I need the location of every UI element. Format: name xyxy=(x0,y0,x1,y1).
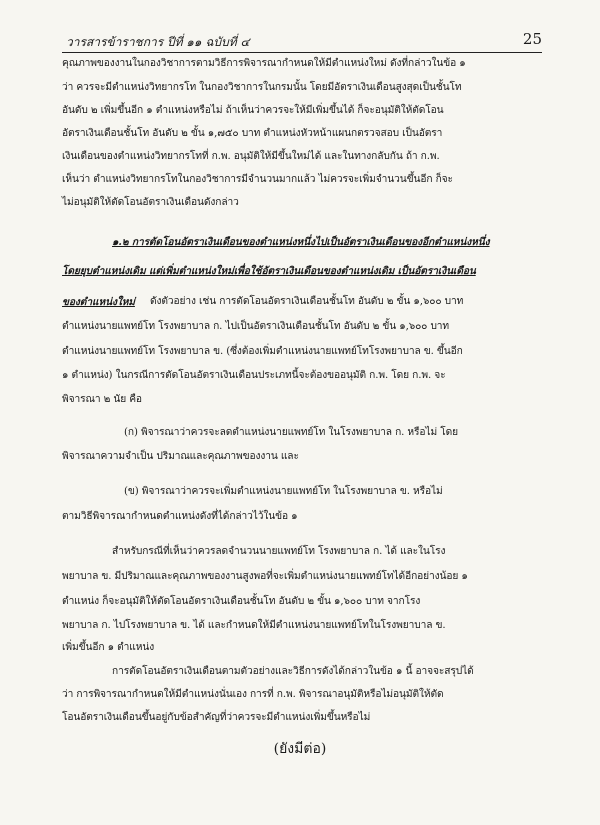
body-line: ตำแหน่ง ก็จะอนุมัติให้ตัดโอนอัตราเงินเดือนชั้นโท อันดับ ๒ ขั้น ๑,๖๐๐ บาท จากโรง xyxy=(62,596,421,607)
list-item-a: (ก) พิจารณาว่าควรจะลดตำแหน่งนายแพทย์โท ในโรงพยาบาล ก. หรือไม่ โดย xyxy=(124,427,458,438)
body-line: ตามวิธีพิจารณากำหนดตำแหน่งดังที่ได้กล่าวไว้ในข้อ ๑ xyxy=(62,511,298,522)
journal-title: วารสารข้าราชการ ปีที่ ๑๑ ฉบับที่ ๔ xyxy=(66,35,250,49)
body-line: พยาบาล ก. ไปโรงพยาบาล ข. ได้ และกำหนดให้มีตำแหน่งนายแพทย์โทในโรงพยาบาล ข. xyxy=(62,620,446,631)
section-heading-cont: โดยยุบตำแหน่งเดิม แต่เพิ่มตำแหน่งใหม่เพื่อใช้อัตราเงินเดือนของตำแหน่งเดิม เป็นอัตราเงินเดือน xyxy=(62,265,476,277)
body-line: ตำแหน่งนายแพทย์โท โรงพยาบาล ข. (ซึ่งต้องเพิ่มตำแหน่งนายแพทย์โทโรงพยาบาล ข. ขึ้นอีก xyxy=(62,346,463,357)
section-heading-end: ของตำแหน่งใหม่ xyxy=(62,296,135,308)
body-line: พิจารณา ๒ นัย คือ xyxy=(62,394,142,405)
page-number: 25 xyxy=(522,30,542,48)
list-item-b: (ข) พิจารณาว่าควรจะเพิ่มตำแหน่งนายแพทย์โท ในโรงพยาบาล ข. หรือไม่ xyxy=(124,486,443,497)
continued-note: (ยังมีต่อ) xyxy=(273,741,327,757)
body-line: อัตราเงินเดือนชั้นโท อันดับ ๒ ขั้น ๑,๗๕๐ บาท ตำแหน่งหัวหน้าแผนกตรวจสอบ เป็นอัตรา xyxy=(62,128,443,139)
paragraph-start: สำหรับกรณีที่เห็นว่าควรลดจำนวนนายแพทย์โท โรงพยาบาล ก. ได้ และในโรง xyxy=(112,546,446,557)
body-line: ๑ ตำแหน่ง) ในกรณีการตัดโอนอัตราเงินเดือนประเภทนี้จะต้องขออนุมัติ ก.พ. โดย ก.พ. จะ xyxy=(62,370,446,381)
body-line: ว่า ควรจะมีตำแหน่งวิทยากรโท ในกองวิชาการในกรมนั้น โดยมีอัตราเงินเดือนสูงสุดเป็นชั้นโท xyxy=(62,82,462,93)
body-line: ดังตัวอย่าง เช่น การตัดโอนอัตราเงินเดือนชั้นโท อันดับ ๒ ขั้น ๑,๖๐๐ บาท xyxy=(150,296,464,307)
body-line: เห็นว่า ตำแหน่งวิทยากรโทในกองวิชาการมีจำนวนมากแล้ว ไม่ควรจะเพิ่มจำนวนขึ้นอีก ก็จะ xyxy=(62,174,453,185)
body-line: คุณภาพของงานในกองวิชาการตามวิธีการพิจารณากำหนดให้มีตำแหน่งใหม่ ดังที่กล่าวในข้อ ๑ xyxy=(62,58,466,69)
section-heading-1-2: ๑.๒ การตัดโอนอัตราเงินเดือนของตำแหน่งหนึ่งไปเป็นอัตราเงินเดือนของอีกตำแหน่งหนึ่ง xyxy=(112,236,490,248)
body-line: ตำแหน่งนายแพทย์โท โรงพยาบาล ก. ไปเป็นอัตราเงินเดือนชั้นโท อันดับ ๒ ขั้น ๑,๖๐๐ บาท xyxy=(62,321,450,332)
body-line: เงินเดือนของตำแหน่งวิทยากรโทที่ ก.พ. อนุมัติให้มีขึ้นใหม่ได้ และในทางกลับกัน ถ้า ก.พ. xyxy=(62,151,440,162)
body-line: อันดับ ๒ เพิ่มขึ้นอีก ๑ ตำแหน่งหรือไม่ ถ้าเห็นว่าควรจะให้มีเพิ่มขึ้นได้ ก็จะอนุมัติให้ตัดโอน xyxy=(62,105,444,116)
body-line: ไม่อนุมัติให้ตัดโอนอัตราเงินเดือนดังกล่าว xyxy=(62,197,239,208)
body-line: เพิ่มขึ้นอีก ๑ ตำแหน่ง xyxy=(62,642,155,653)
page-header xyxy=(62,30,542,53)
body-line: พยาบาล ข. มีปริมาณและคุณภาพของงานสูงพอที่จะเพิ่มตำแหน่งนายแพทย์โทได้อีกอย่างน้อย ๑ xyxy=(62,571,468,582)
body-line: ว่า การพิจารณากำหนดให้มีตำแหน่งนั่นเอง การที่ ก.พ. พิจารณาอนุมัติหรือไม่อนุมัติให้ตัด xyxy=(62,689,444,700)
body-line: พิจารณาความจำเป็น ปริมาณและคุณภาพของงาน และ xyxy=(62,451,299,462)
body-line: โอนอัตราเงินเดือนขึ้นอยู่กับข้อสำคัญที่ว่าควรจะมีตำแหน่งเพิ่มขึ้นหรือไม่ xyxy=(62,712,371,723)
paragraph-start: การตัดโอนอัตราเงินเดือนตามตัวอย่างและวิธีการดังได้กล่าวในข้อ ๑ นี้ อาจจะสรุปได้ xyxy=(112,666,474,677)
